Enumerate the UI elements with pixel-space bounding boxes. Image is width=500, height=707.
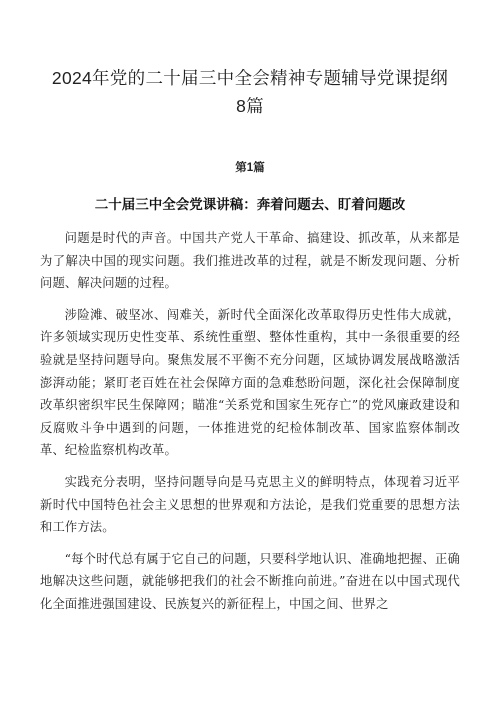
section-label: 第1篇 xyxy=(235,162,265,174)
document-title xyxy=(40,0,460,120)
paragraph-3: 实践充分表明，坚持问题导向是马克思主义的鲜明特点，体现着习近平新时代中国特色社会主义思想的世界观和方法论，是我们党重要的思想方法和工作方法。 xyxy=(40,474,460,535)
document-title-line-2: 8篇 xyxy=(236,96,264,116)
document-title-line-1: 2024年党的二十届三中全会精神专题辅导党课提纲 xyxy=(51,68,449,88)
article-body xyxy=(40,227,460,616)
paragraph-1: 问题是时代的声音。中国共产党人干革命、搞建设、抓改革，从来都是为了解决中国的现实问题。我们推进改革的过程，就是不断发现问题、分析问题、解决问题的过程。 xyxy=(40,231,460,291)
paragraph-2: 涉险滩、破坚冰、闯难关，新时代全面深化改革取得历史性伟大成就，许多领域实现历史性变革、系统性重塑、整体性重构，其中一条很重要的经验就是坚持问题导向。聚焦发展不平衡不充分问题，区域协调发展战略激活澎湃动能；紧盯老百姓在社会保障方面的急难愁盼问题，深化社会保障制度改革织密织牢民生保障网；瞄准“关系党和国家生死存亡”的党风廉政建设和反腐败斗争中遇到的问题，一体推进党的纪检体制改革、国家监察体制改革、纪检监察机构改革。 xyxy=(40,307,460,458)
paragraph-4: “每个时代总有属于它自己的问题，只要科学地认识、准确地把握、正确地解决这些问题，就能够把我们的社会不断推向前进。”奋进在以中国式现代化全面推进强国建设、民族复兴的新征程上，中国之间、世界之 xyxy=(40,551,460,611)
article-title: 二十届三中全会党课讲稿：奔着问题去、盯着问题改 xyxy=(94,197,406,212)
